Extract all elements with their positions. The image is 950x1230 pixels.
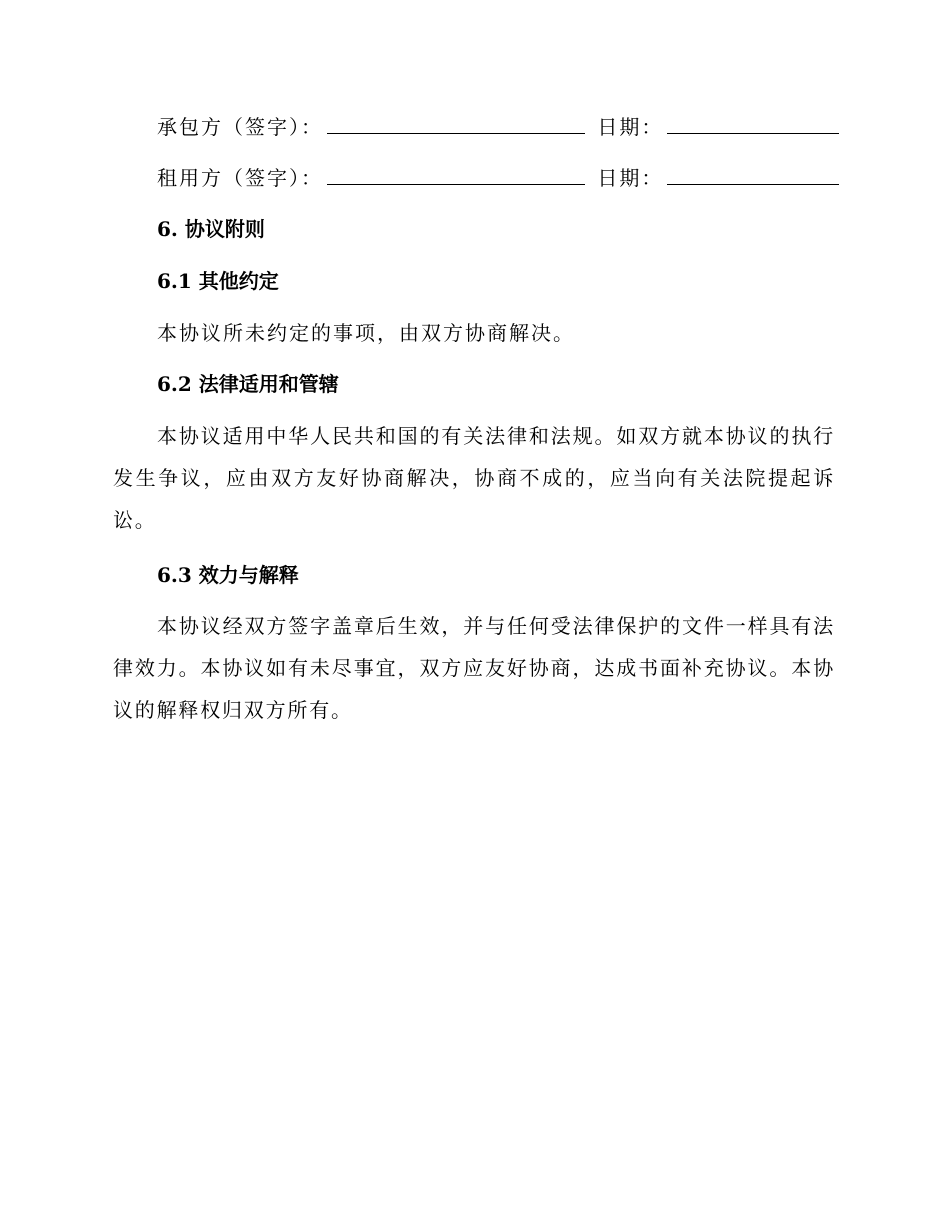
renter-signature-row <box>157 163 843 193</box>
contractor-date-line <box>667 113 839 134</box>
contractor-signature-line <box>327 113 585 134</box>
section-6-1-text: 本协议所未约定的事项，由双方协商解决。 <box>157 321 575 345</box>
section-6-2-title: 6.2 法律适用和管辖 <box>157 372 339 396</box>
renter-date-line <box>667 164 839 185</box>
contractor-date-label: 日期： <box>597 115 664 139</box>
section-6-title: 6. 协议附则 <box>157 217 265 241</box>
section-6-3-text: 本协议经双方签字盖章后生效，并与任何受法律保护的文件一样具有法律效力。本协议如有未尽事宜，双方应友好协商，达成书面补充协议。本协议的解释权归双方所有。 <box>113 614 835 722</box>
contractor-signature-row <box>157 112 843 142</box>
contractor-signature-label: 承包方（签字）： <box>157 115 323 139</box>
renter-signature-line <box>327 164 585 185</box>
renter-signature-label: 租用方（签字）： <box>157 166 323 190</box>
section-6-1-title: 6.1 其他约定 <box>157 269 279 293</box>
section-6-3-title: 6.3 效力与解释 <box>157 563 299 587</box>
section-6-2-text: 本协议适用中华人民共和国的有关法律和法规。如双方就本协议的执行发生争议，应由双方友好协商解决，协商不成的，应当向有关法院提起诉讼。 <box>113 424 835 532</box>
renter-date-label: 日期： <box>597 166 664 190</box>
